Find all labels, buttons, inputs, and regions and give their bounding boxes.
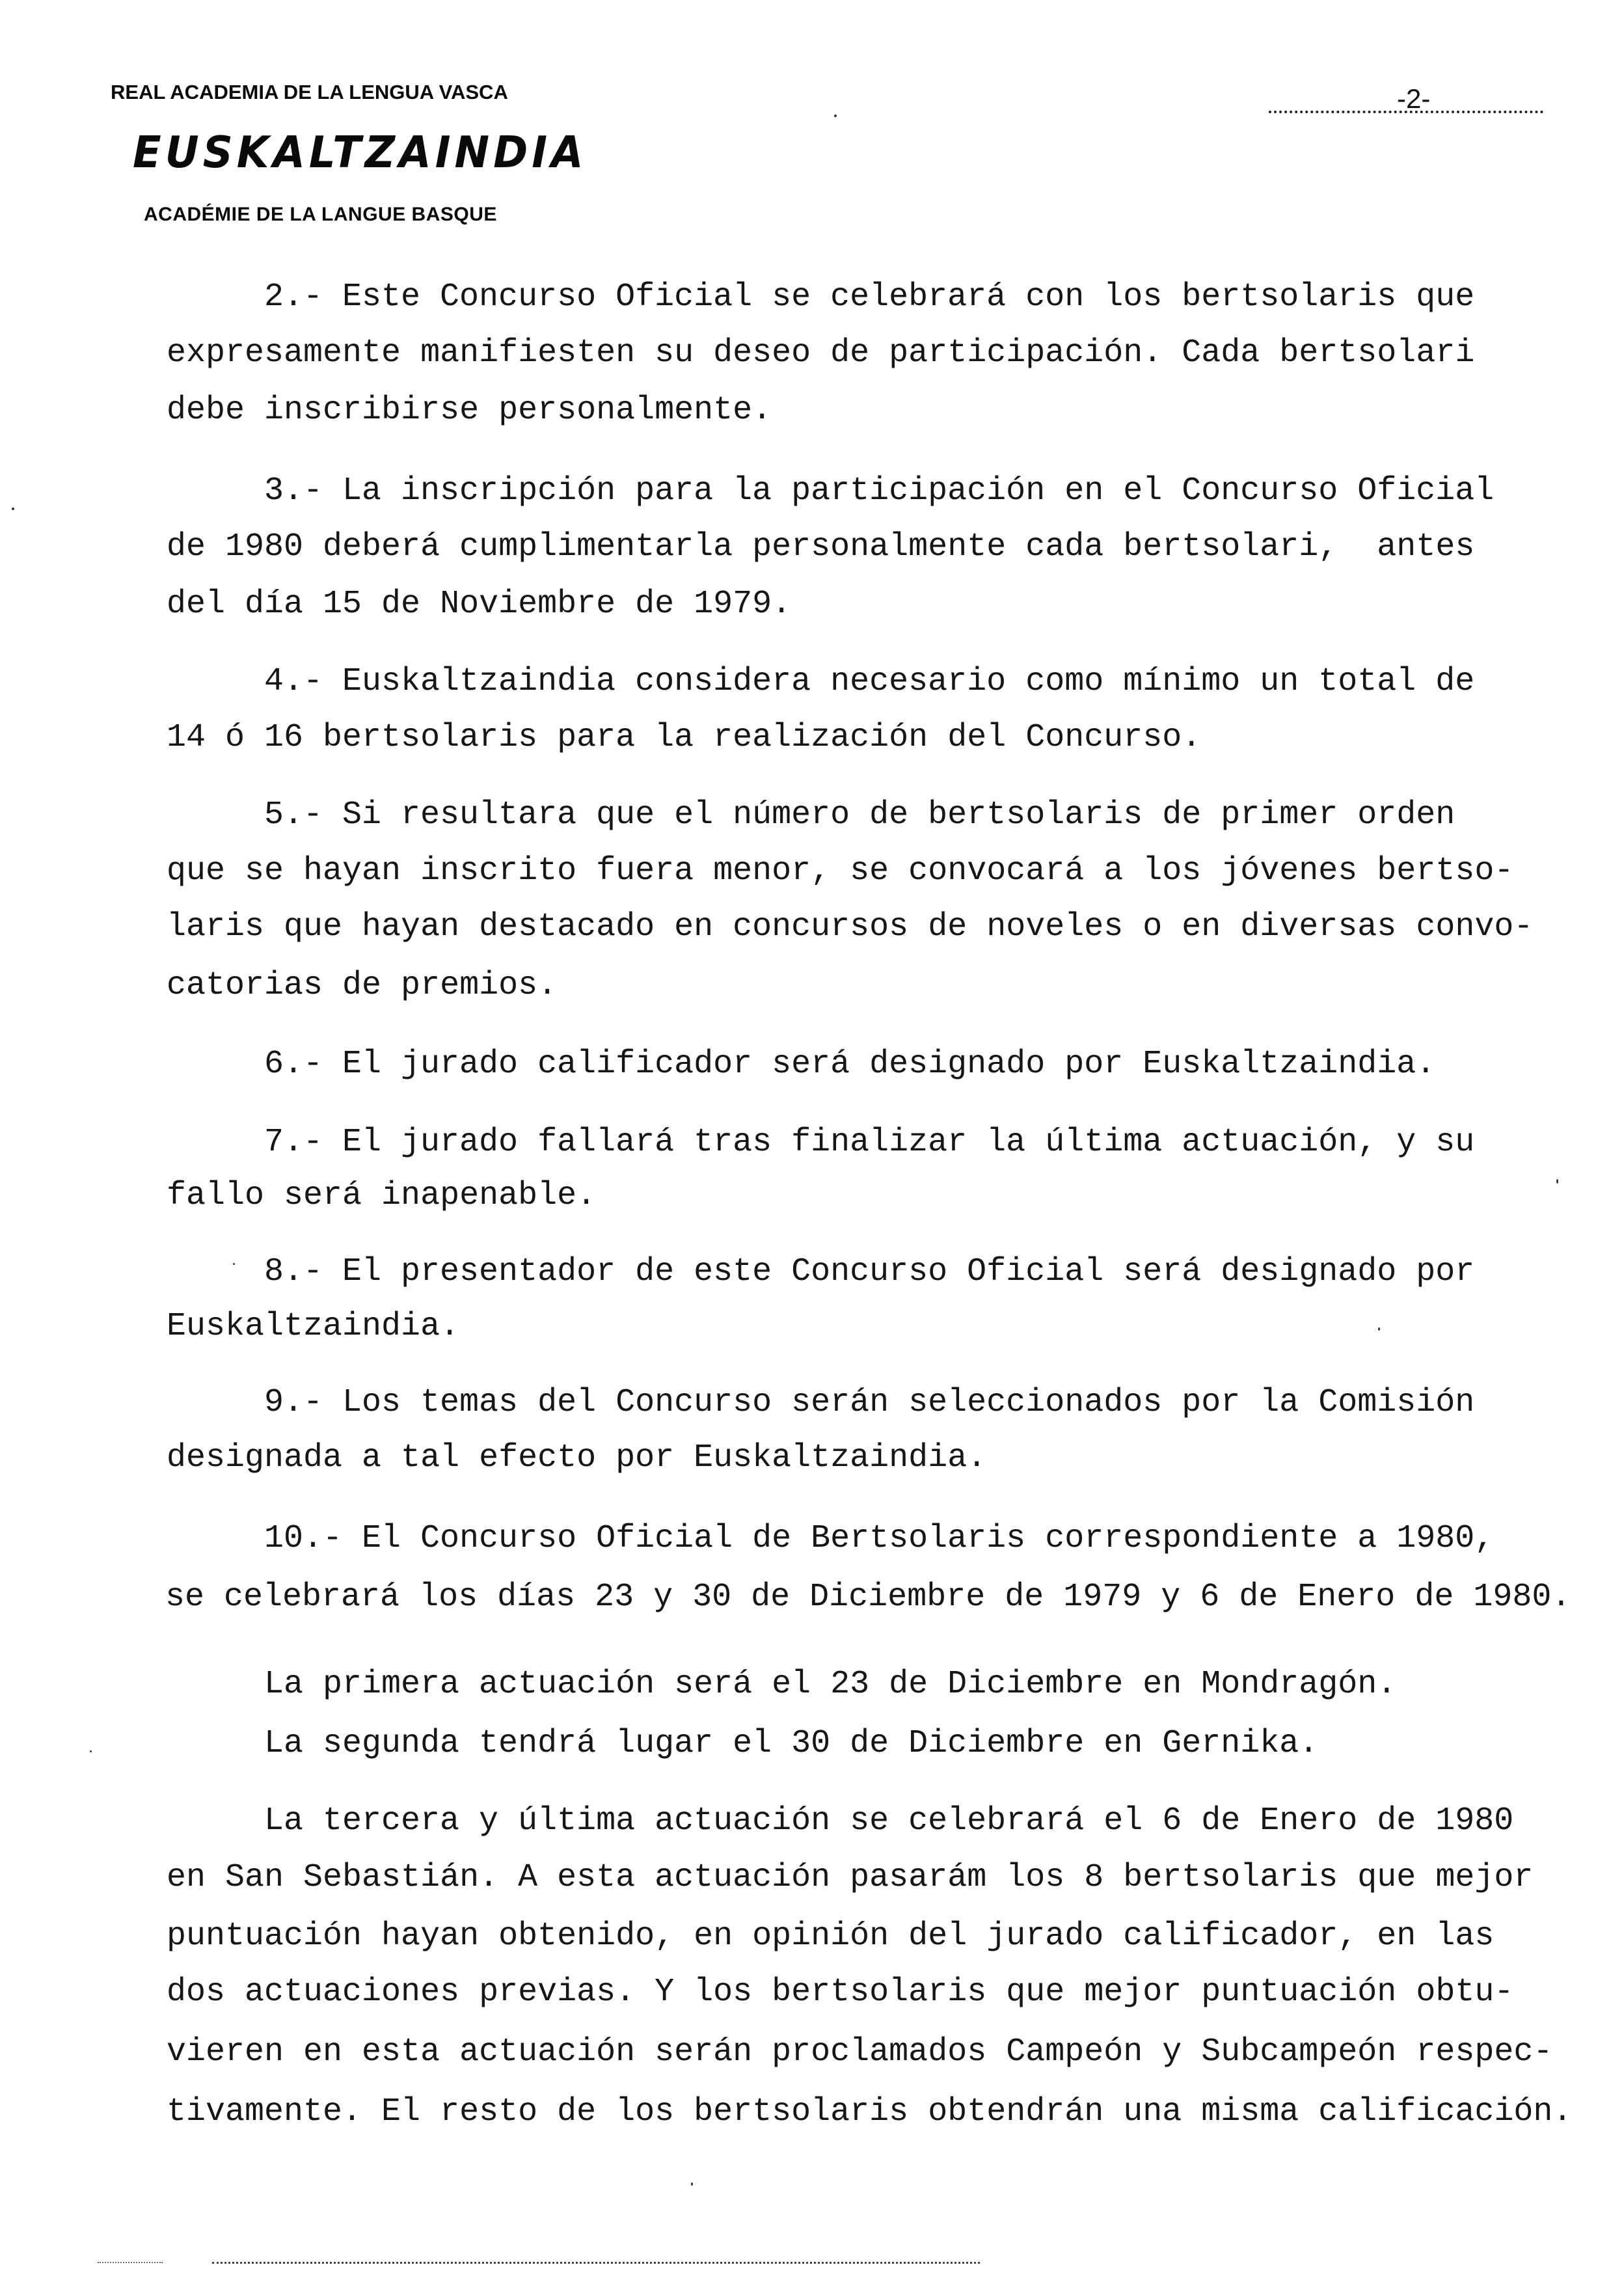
text-line: 7.- El jurado fallará tras finalizar la última actuación, y su xyxy=(264,1124,1475,1161)
page-number-rule xyxy=(1269,111,1543,113)
text-line: catorias de premios. xyxy=(167,967,558,1004)
scan-speck xyxy=(691,2182,693,2186)
text-line: La primera actuación será el 23 de Diciembre en Mondragón. xyxy=(264,1666,1397,1703)
text-line: 3.- La inscripción para la participación en el Concurso Oficial xyxy=(264,472,1495,509)
text-line: fallo será inapenable. xyxy=(167,1177,597,1214)
text-line: en San Sebastián. A esta actuación pasarám los 8 bertsolaris que mejor xyxy=(167,1859,1534,1896)
text-line: La segunda tendrá lugar el 30 de Diciembre en Gernika. xyxy=(264,1725,1319,1762)
scan-speck xyxy=(1378,1327,1380,1331)
text-line: puntuación hayan obtenido, en opinión del jurado calificador, en las xyxy=(167,1918,1495,1955)
text-line: 5.- Si resultara que el número de bertsolaris de primer orden xyxy=(264,796,1455,834)
text-line: que se hayan inscrito fuera menor, se convocará a los jóvenes bertso- xyxy=(167,852,1514,890)
text-line: debe inscribirse personalmente. xyxy=(167,392,772,429)
text-line: expresamente manifiesten su deseo de participación. Cada bertsolari xyxy=(167,334,1475,372)
page-number: -2- xyxy=(1397,83,1431,114)
scan-speck xyxy=(12,508,14,510)
letterhead-academy-french: ACADÉMIE DE LA LANGUE BASQUE xyxy=(144,204,497,225)
text-line: La tercera y última actuación se celebrará el 6 de Enero de 1980 xyxy=(264,1802,1514,1840)
text-line: del día 15 de Noviembre de 1979. xyxy=(167,586,792,623)
text-line: se celebrará los días 23 y 30 de Diciembre de 1979 y 6 de Enero de 1980. xyxy=(165,1579,1571,1616)
footer-rule xyxy=(212,2262,980,2264)
text-line: dos actuaciones previas. Y los bertsolaris que mejor puntuación obtu- xyxy=(167,1974,1514,2011)
text-line: 8.- El presentador de este Concurso Oficial será designado por xyxy=(264,1253,1475,1290)
text-line: designada a tal efecto por Euskaltzaindia. xyxy=(167,1439,987,1476)
text-line: 14 ó 16 bertsolaris para la realización del Concurso. xyxy=(167,719,1202,756)
letterhead-academy-spanish: REAL ACADEMIA DE LA LENGUA VASCA xyxy=(111,81,508,103)
text-line: Euskaltzaindia. xyxy=(167,1308,460,1345)
text-line: 2.- Este Concurso Oficial se celebrará con los bertsolaris que xyxy=(264,278,1475,316)
text-line: de 1980 deberá cumplimentarla personalmente cada bertsolari, antes xyxy=(167,528,1475,565)
footer-rule-left xyxy=(98,2262,163,2263)
text-line: 6.- El jurado calificador será designado por Euskaltzaindia. xyxy=(264,1046,1436,1083)
text-line: 9.- Los temas del Concurso serán seleccionados por la Comisión xyxy=(264,1384,1475,1421)
scan-speck xyxy=(233,1263,235,1265)
text-line: laris que hayan destacado en concursos de noveles o en diversas convo- xyxy=(167,908,1534,945)
text-line: tivamente. El resto de los bertsolaris obtendrán una misma calificación. xyxy=(167,2093,1573,2130)
text-line: 10.- El Concurso Oficial de Bertsolaris correspondiente a 1980, xyxy=(264,1520,1495,1557)
scan-speck xyxy=(1556,1179,1558,1184)
letterhead-logo-name: EUSKALTZAINDIA xyxy=(133,128,588,178)
scan-speck xyxy=(90,1750,92,1752)
scan-speck xyxy=(834,115,837,117)
text-line: 4.- Euskaltzaindia considera necesario como mínimo un total de xyxy=(264,663,1475,700)
text-line: vieren en esta actuación serán proclamados Campeón y Subcampeón respec- xyxy=(167,2033,1553,2071)
